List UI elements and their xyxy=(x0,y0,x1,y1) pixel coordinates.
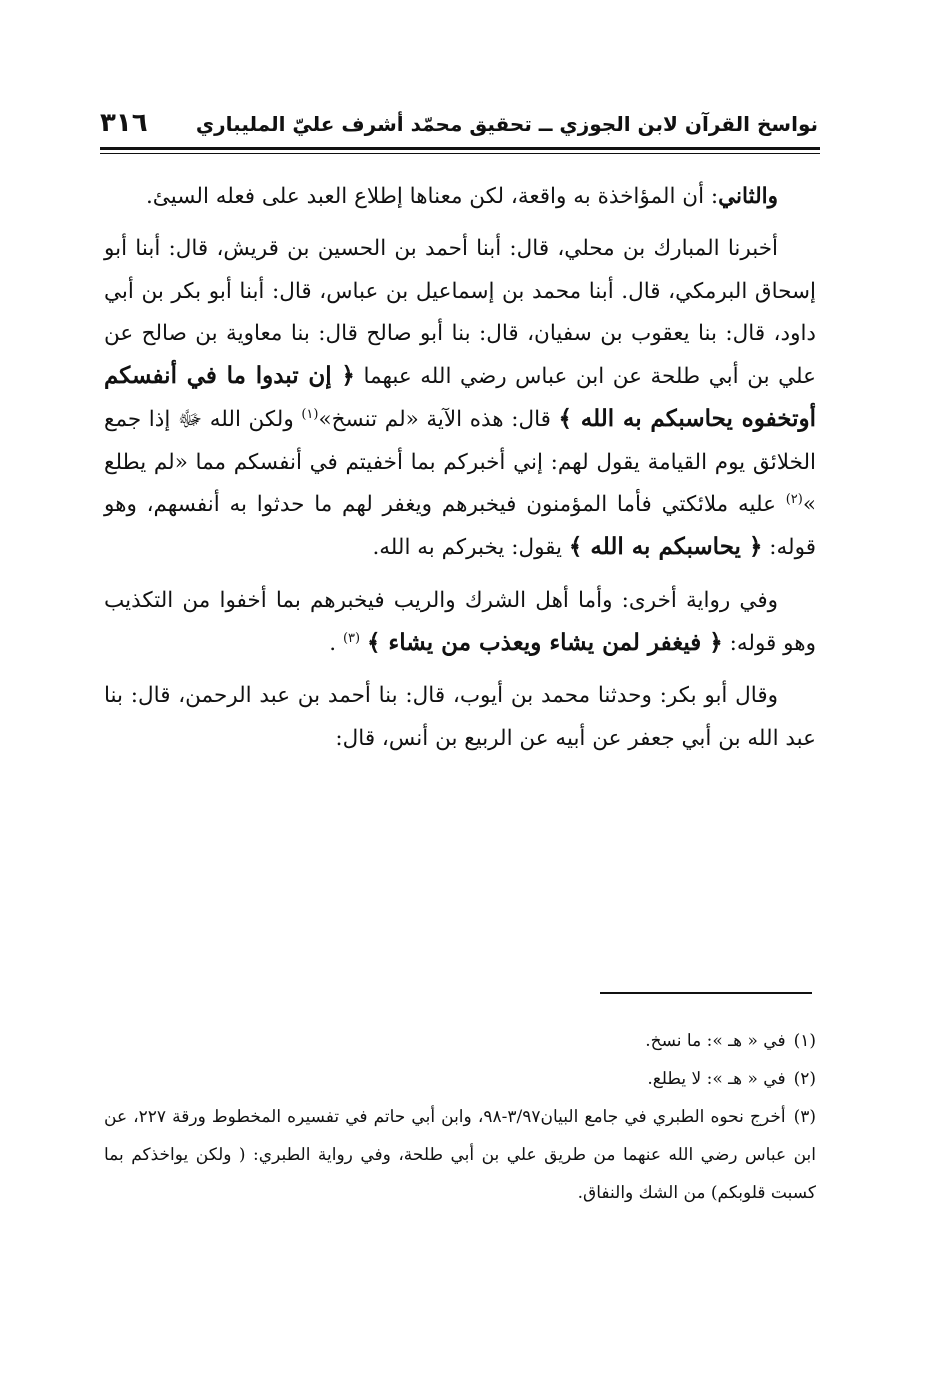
running-header xyxy=(100,108,818,144)
paragraph-2-d: عليه ملائكتي فأما المؤمنون فيخبرهم ويغفر لهم ما حدثوا به أنفسهم، وهو قوله: xyxy=(104,492,816,561)
footnote-ref-2[interactable]: (٢) xyxy=(785,491,803,507)
paragraph-1-text: : أن المؤاخذة به واقعة، لكن معناها إطلاع العبد على فعله السيئ. xyxy=(145,184,719,209)
paragraph-3-end: . xyxy=(329,630,337,656)
footnote-2-text: في « هـ »: لا يطلع. xyxy=(647,1069,786,1089)
paragraph-3 xyxy=(104,580,816,666)
footnote-3-number: (٣) xyxy=(793,1107,816,1127)
footnote-ref-1[interactable]: (١) xyxy=(301,407,319,423)
main-text xyxy=(104,176,816,770)
quran-verse-1: ﴿ إن تبدوا ما في أنفسكم أوتخفوه يحاسبكم به الله ﴾ xyxy=(104,362,816,433)
footnotes xyxy=(104,1022,816,1212)
header-rule-thick xyxy=(100,147,820,150)
footnote-1-number: (١) xyxy=(793,1031,816,1051)
paragraph-2 xyxy=(104,228,816,569)
quran-verse-3: ﴿ فيغفر لمن يشاء ويعذب من يشاء ﴾ xyxy=(366,628,723,656)
header-rule-thin xyxy=(100,153,820,154)
paragraph-4 xyxy=(104,675,816,760)
paragraph-2-e: يقول: يخبركم به الله. xyxy=(372,535,563,561)
footnote-separator xyxy=(600,992,812,994)
paragraph-1-lead: والثاني xyxy=(718,184,778,209)
footnote-3 xyxy=(104,1098,816,1212)
paragraph-2-isnad: أخبرنا المبارك بن محلي، قال: أبنا أحمد بن الحسين بن قريش، قال: أبنا أبو إسحاق البرمكي، قال. أبنا محمد بن إسماعيل بن عباس، قال: أبنا أبو بكر بن أبي داود، قال: بنا يعقوب بن سفيان، قال: بنا أبو صالح قال: بنا معاوية بن صالح عن علي بن أبي طلحة عن ابن عباس رضي الله عبهما xyxy=(104,236,816,390)
footnote-1 xyxy=(104,1022,816,1060)
paragraph-3-a: وفي رواية أخرى: وأما أهل الشرك والريب فيخبرهم بما أخفوا من التكذيب وهو قوله: xyxy=(104,587,816,656)
paragraph-2-c: ولكن الله ﷻ إذا جمع الخلائق يوم القيامة يقول لهم: إني أخبركم بما أخفيتم في أنفسكم مما «لم يطلع » xyxy=(104,407,816,518)
header-title: نواسخ القرآن لابن الجوزي ــ تحقيق محمّد أشرف عليّ المليباري xyxy=(195,112,818,136)
footnote-ref-3[interactable]: (٣) xyxy=(342,630,361,646)
footnote-1-text: في « هـ »: ما نسخ. xyxy=(645,1031,786,1051)
footnote-3-text: أخرج نحوه الطبري في جامع البيان٣/٩٧-٩٨، وابن أبي حاتم في تفسيره المخطوط ورقة ٢٢٧، عن ابن عباس رضي الله عنهما من طريق علي بن أبي طلحة، وفي رواية الطبري: ( ولكن يواخذكم بما كسبت قلوبكم) من الشك والنفاق. xyxy=(104,1107,816,1203)
paragraph-1 xyxy=(104,176,816,218)
paragraph-4-text: وقال أبو بكر: وحدثنا محمد بن أيوب، قال: بنا أحمد بن عبد الرحمن، قال: بنا عبد الله بن أبي جعفر عن أبيه عن الربيع بن أنس، قال: xyxy=(104,683,816,751)
footnote-2-number: (٢) xyxy=(793,1069,816,1089)
footnote-2 xyxy=(104,1060,816,1098)
quran-verse-2: ﴿ يحاسبكم به الله ﴾ xyxy=(568,533,763,561)
page-number: ٣١٦ xyxy=(100,108,148,138)
paragraph-2-b: قال: هذه الآية «لم تنسخ» xyxy=(318,407,551,433)
